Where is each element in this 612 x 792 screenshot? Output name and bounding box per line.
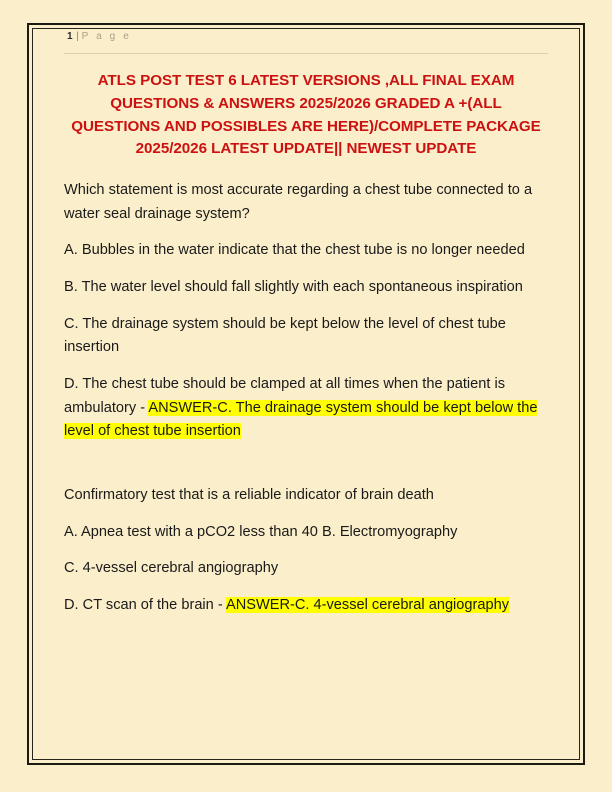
question-2-option-d-text: D. CT scan of the brain -: [64, 596, 226, 613]
question-2-option-c: C. 4-vessel cerebral angiography: [64, 560, 279, 577]
question-1-stem: Which statement is most accurate regarding a chest tube connected to a water seal drainage system?: [64, 182, 533, 222]
question-1-option-c: C. The drainage system should be kept below the level of chest tube insertion: [64, 315, 506, 356]
question-1-option-a: A. Bubbles in the water indicate that the chest tube is no longer needed: [64, 242, 525, 259]
question-1-answer-highlight: ANSWER-C. The drainage system should be kept below the level of chest tube insertion: [64, 399, 538, 440]
page-header: [64, 31, 548, 54]
question-2-option-ab: A. Apnea test with a pCO2 less than 40 B. Electromyography: [64, 523, 458, 540]
document-title: ATLS POST TEST 6 LATEST VERSIONS ,ALL FINAL EXAM QUESTIONS & ANSWERS 2025/2026 GRADED A +(ALL QUESTIONS AND POSSIBLES ARE HERE)/COMPLETE PACKAGE 2025/2026 LATEST UPDATE|| NEWEST UPDATE: [71, 72, 541, 158]
page-header-text: [64, 31, 548, 42]
question-2-option-d-with-answer: [64, 594, 548, 618]
header-page-number: 1: [67, 31, 74, 42]
question-1-option-d-text: D. The chest tube should be clamped at all times when the patient is ambulatory -: [64, 376, 506, 416]
question-2-answer-highlight: ANSWER-C. 4-vessel cerebral angiography: [225, 596, 510, 613]
question-1-option-d-with-answer: [64, 373, 548, 444]
header-page-word: P a g e: [81, 31, 132, 42]
question-1-option-b: B. The water level should fall slightly with each spontaneous inspiration: [64, 279, 523, 296]
page-content: [64, 31, 548, 631]
question-separator-gap: [64, 457, 548, 471]
question-2-stem: Confirmatory test that is a reliable indicator of brain death: [64, 486, 434, 503]
header-separator: |: [76, 31, 79, 42]
